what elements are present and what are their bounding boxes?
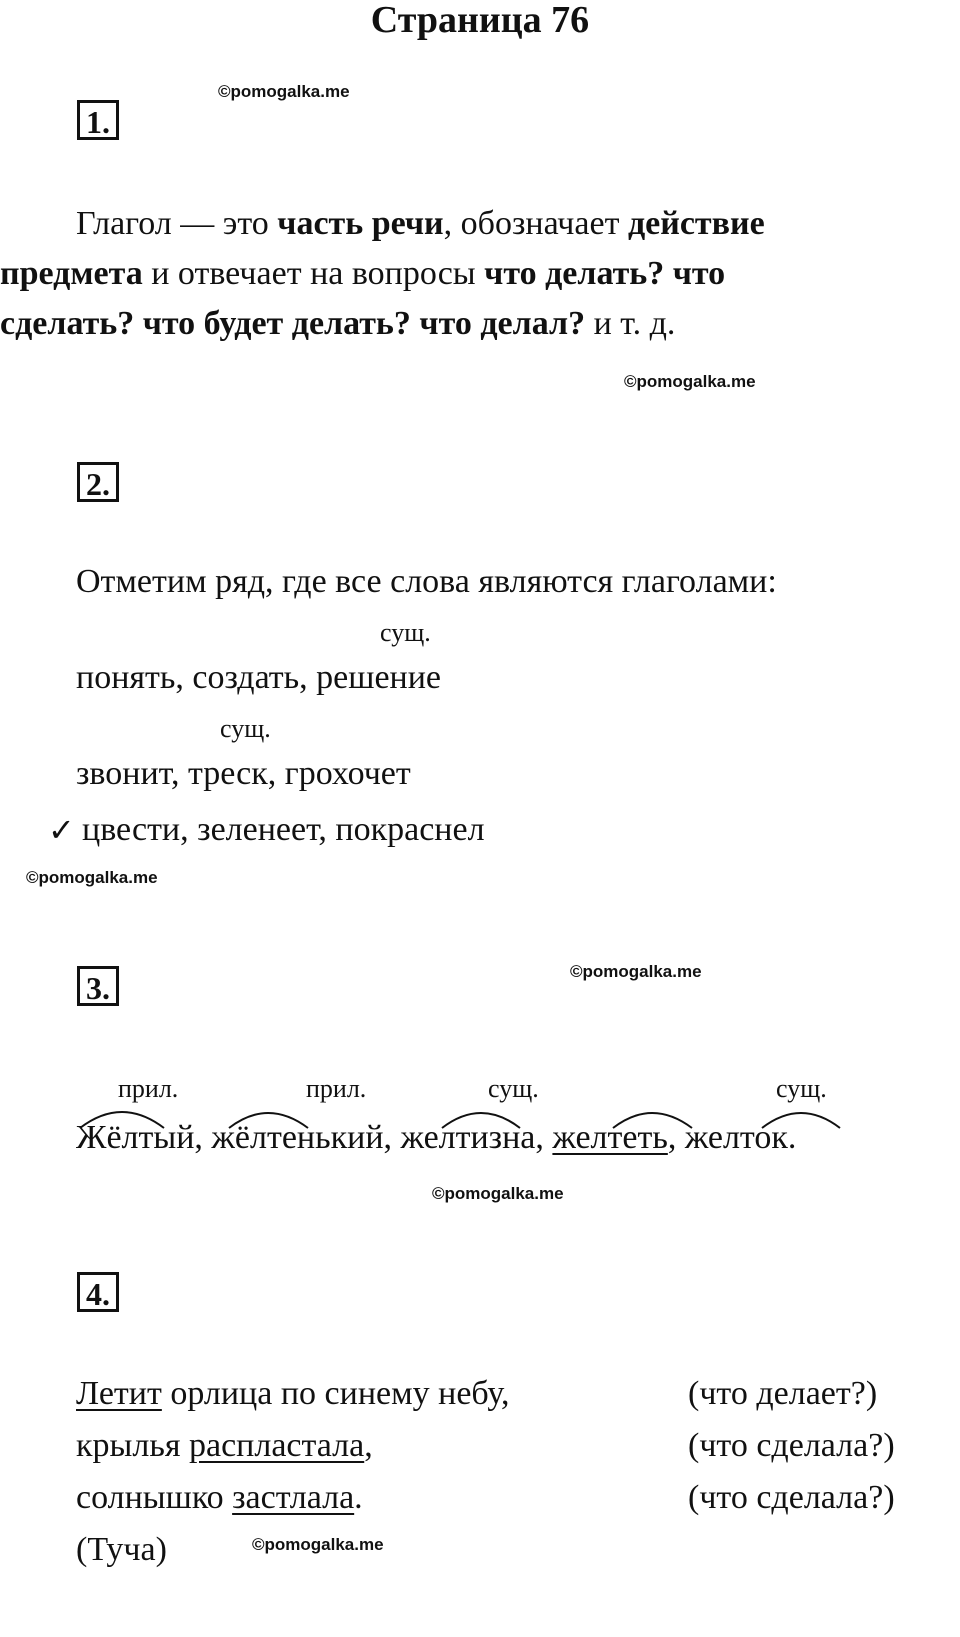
page-title: Страница 76	[370, 0, 590, 41]
task1-line: сделать? что будет делать? что делал? и т. д.	[0, 305, 676, 342]
word: желток	[684, 1119, 788, 1156]
word: желтизна	[400, 1119, 536, 1156]
poem-line: крылья распластала,	[76, 1427, 373, 1464]
task2-intro: Отметим ряд, где все слова являются глаголами:	[76, 563, 777, 600]
poem-line: Летит орлица по синему небу,	[76, 1375, 510, 1412]
word: Жёлтый	[76, 1119, 195, 1156]
question: (что делает?)	[688, 1375, 878, 1412]
verb-word: застлала	[232, 1479, 355, 1516]
watermark: ©pomogalka.me	[218, 82, 350, 101]
riddle-answer: (Туча)	[76, 1531, 167, 1568]
part-of-speech-label: сущ.	[220, 714, 271, 743]
task-number: 4.	[77, 1272, 119, 1312]
part-of-speech-label: сущ.	[488, 1074, 539, 1103]
poem-line: солнышко застлала.	[76, 1479, 363, 1516]
task-number: 3.	[77, 966, 119, 1006]
task-number: 1.	[77, 100, 119, 140]
task1-line: предмета и отвечает на вопросы что делать? что	[0, 255, 726, 292]
watermark: ©pomogalka.me	[26, 868, 158, 887]
verb-word: Летит	[76, 1375, 162, 1412]
part-of-speech-label: прил.	[118, 1074, 179, 1103]
part-of-speech-label: сущ.	[380, 618, 431, 647]
task-number: 2.	[77, 462, 119, 502]
verb-word: распластала	[188, 1427, 365, 1464]
watermark: ©pomogalka.me	[570, 962, 702, 981]
verb-word: желтеть	[552, 1119, 668, 1156]
question: (что сделала?)	[688, 1479, 895, 1516]
checkmark-icon: ✓	[48, 811, 75, 849]
word-row: цвести, зеленеет, покраснел	[82, 811, 485, 848]
task1-line: Глагол — это часть речи, обозначает действие	[76, 205, 765, 242]
watermark: ©pomogalka.me	[432, 1184, 564, 1203]
part-of-speech-label: прил.	[306, 1074, 367, 1103]
part-of-speech-label: сущ.	[776, 1074, 827, 1103]
question: (что сделала?)	[688, 1427, 895, 1464]
word-row: понять, создать, решение	[76, 659, 442, 696]
word-row: звонит, треск, грохочет	[76, 755, 411, 792]
watermark: ©pomogalka.me	[624, 372, 756, 391]
word: жёлтенький	[211, 1119, 384, 1156]
word-row: Жёлтый, жёлтенький, желтизна, желтеть, желток.	[76, 1119, 797, 1156]
watermark: ©pomogalka.me	[252, 1535, 384, 1554]
